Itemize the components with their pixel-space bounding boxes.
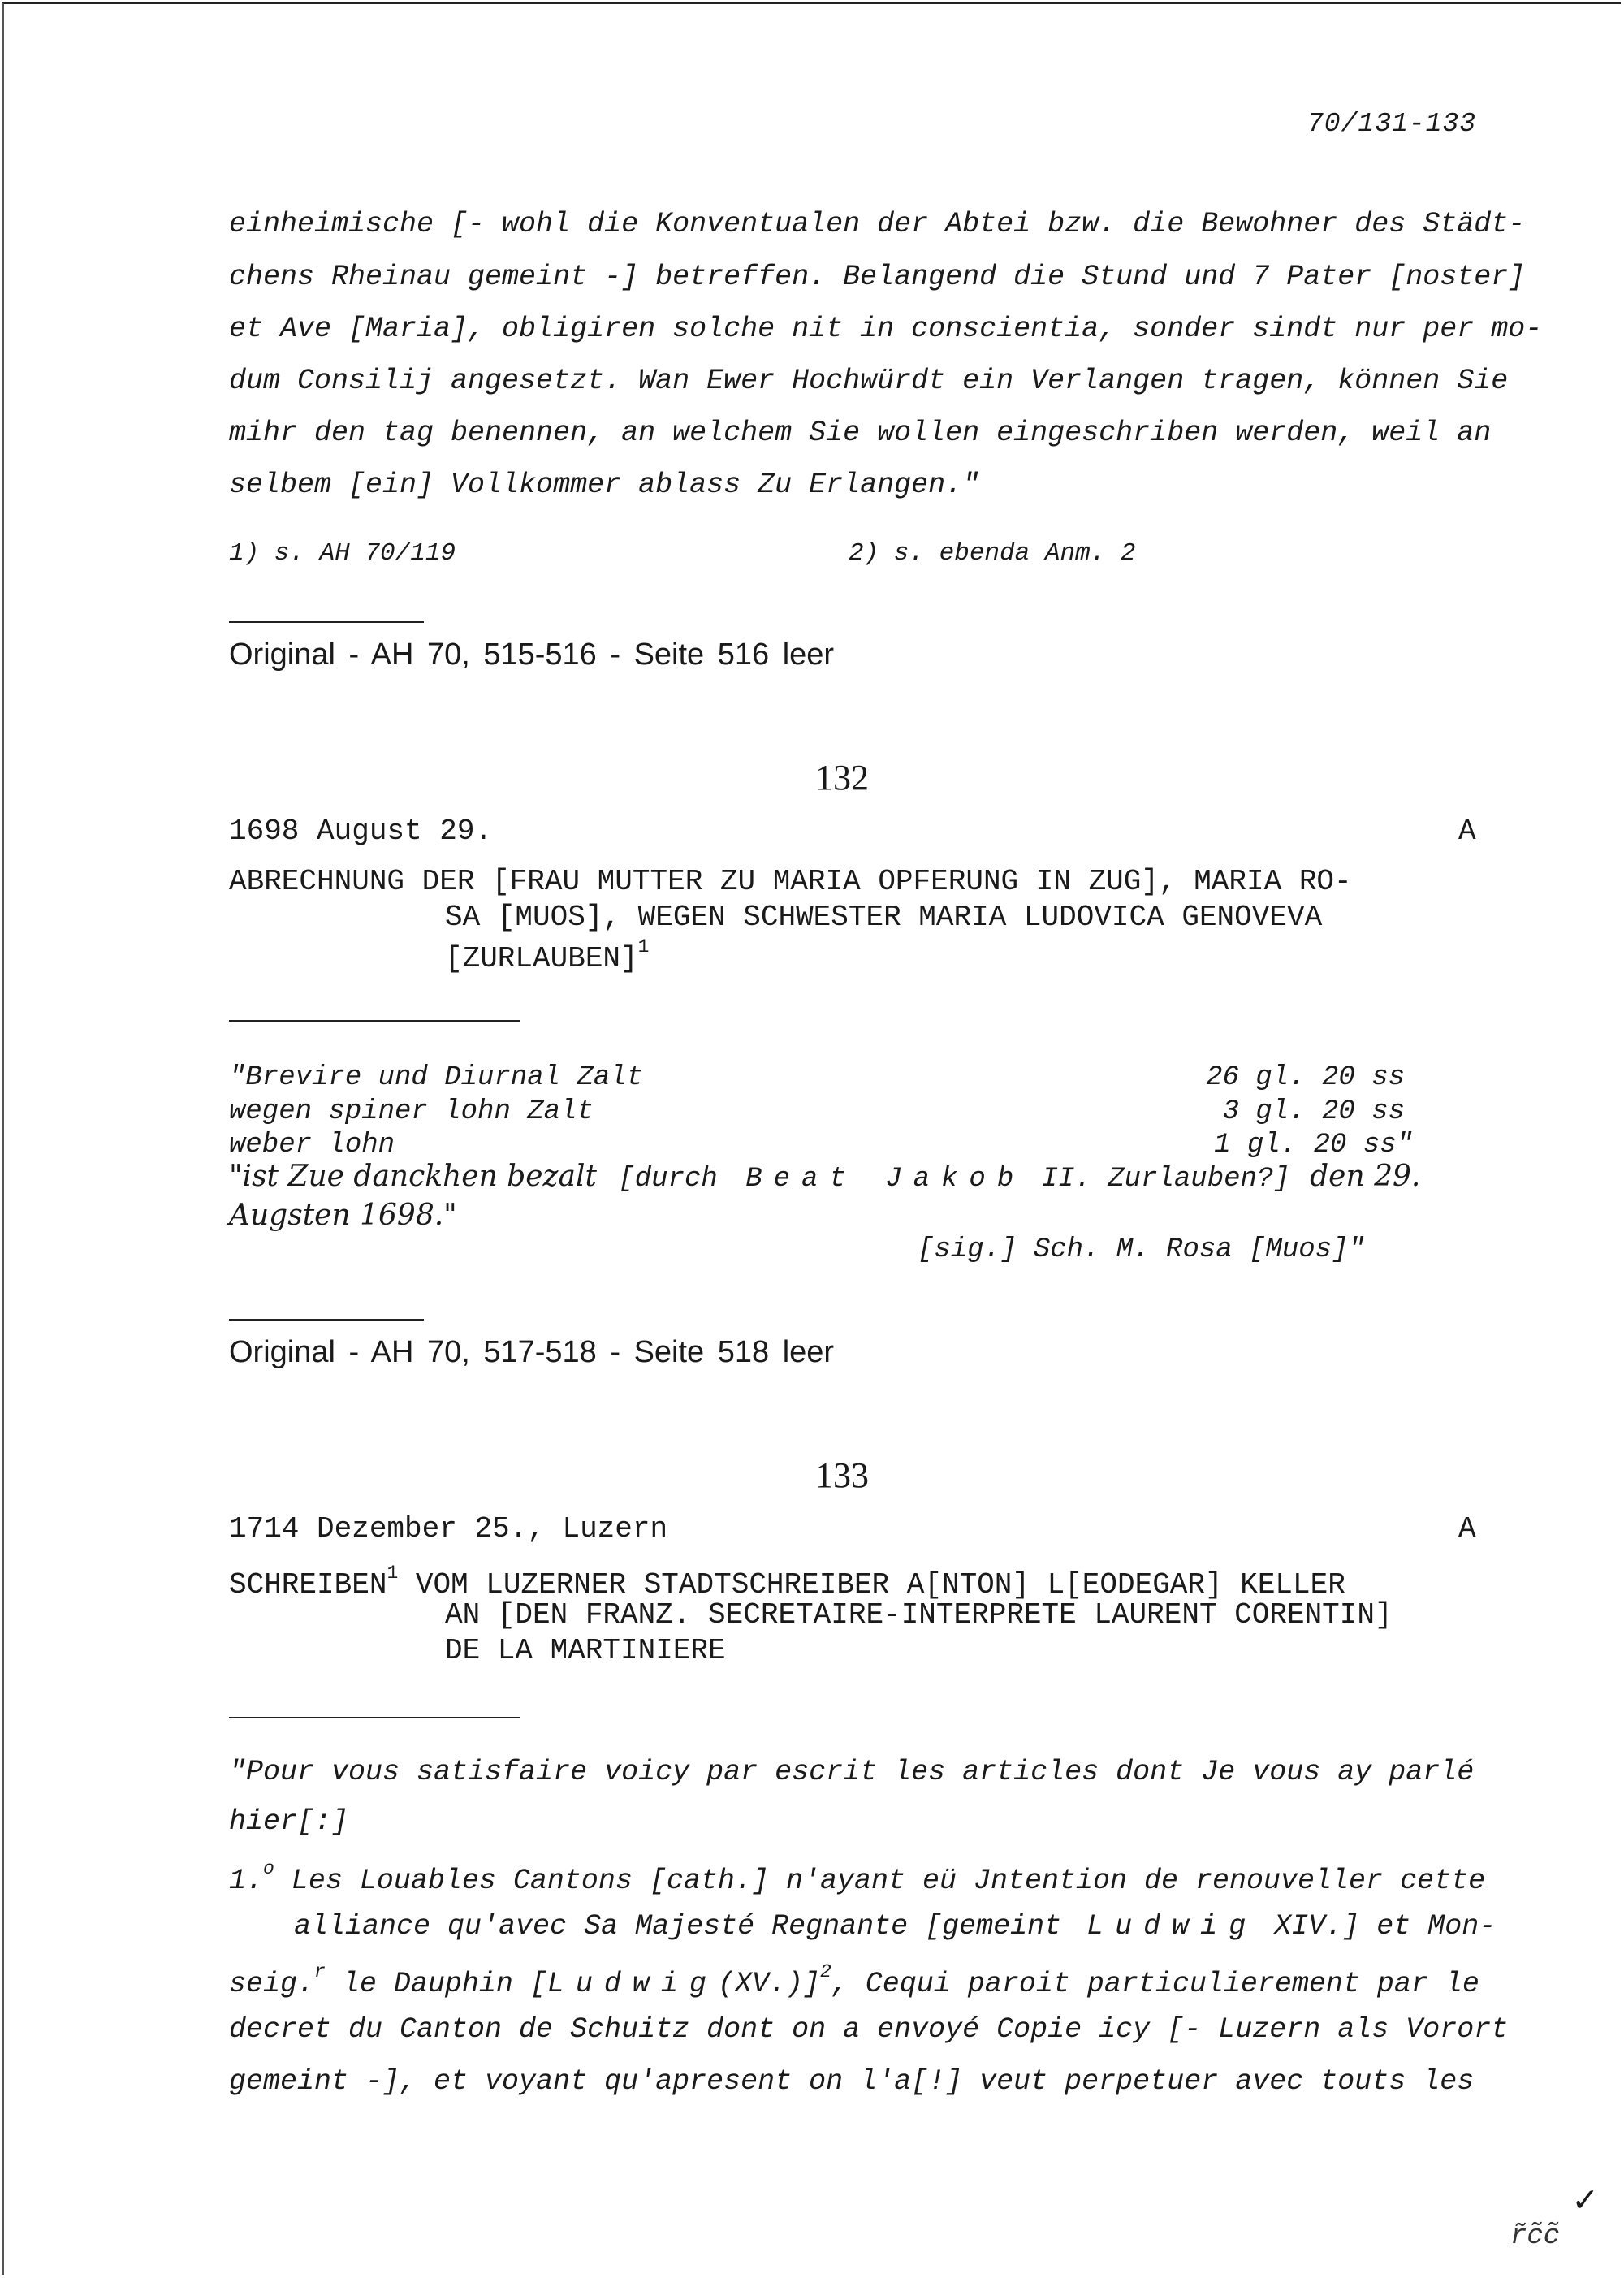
paragraph-line: einheimische [- wohl die Konventualen der Abtei bzw. die Bewohner des Städt- — [229, 208, 1526, 240]
footnote-marker: 2 — [819, 1961, 831, 1982]
footnote-marker: 1 — [637, 936, 650, 957]
separator-rule — [229, 1717, 520, 1718]
letter-line — [229, 1858, 1485, 1897]
heading-line — [445, 936, 649, 975]
spaced-name: Jakob — [885, 1164, 1026, 1195]
paragraph-line: selbem [ein] Vollkommer ablass Zu Erlangen." — [229, 469, 980, 501]
check-mark-icon: ✓ — [1574, 2181, 1596, 2223]
superscript-marker: r — [314, 1961, 326, 1982]
page-reference: 70/131-133 — [1307, 109, 1477, 139]
paragraph-line: et Ave [Maria], obligiren solche nit in conscientia, sonder sindt nur per mo- — [229, 313, 1543, 345]
heading-text: [ZURLAUBEN] — [445, 942, 638, 975]
item-text: , Cequi paroit particulierement par le — [831, 1968, 1479, 2000]
handwritten-scribble: r̃c̃c̃ — [1510, 2221, 1561, 2252]
document-date: 1714 Dezember 25., Luzern — [229, 1512, 668, 1545]
ordinal-marker: o — [263, 1858, 274, 1879]
paragraph-line: chens Rheinau gemeint -] betreffen. Belangend die Stund und 7 Pater [noster] — [229, 261, 1526, 293]
editorial-bracket: [durch — [618, 1164, 718, 1195]
heading-line — [229, 1563, 1345, 1602]
handwritten-date: Augsten 1698." — [229, 1199, 457, 1232]
account-item: wegen spiner lohn Zalt — [229, 1096, 594, 1127]
item-text: XIV.] et Mon- — [1274, 1910, 1497, 1943]
separator-rule — [229, 1319, 424, 1321]
paragraph-line: dum Consilij angesetzt. Wan Ewer Hochwürdt ein Verlangen tragen, können Sie — [229, 365, 1509, 397]
account-item: "Brevire und Diurnal Zalt — [229, 1062, 644, 1093]
footnote-1: 1) s. AH 70/119 — [229, 539, 456, 568]
spaced-name: Ludwig — [546, 1968, 718, 2000]
handwritten-text: "ist Zue danckhen bezalt — [229, 1160, 597, 1193]
document-number: 132 — [815, 758, 869, 798]
letter-line: gemeint -], et voyant qu'apresent on l'a[!] veut perpetuer avec touts les — [229, 2065, 1475, 2098]
separator-rule — [229, 1020, 520, 1022]
document-number: 133 — [815, 1455, 869, 1495]
item-number: 1. — [229, 1865, 264, 1897]
letter-line: "Pour vous satisfaire voicy par escrit les articles dont Je vous ay parlé — [229, 1756, 1475, 1788]
archive-marker: A — [1458, 1512, 1476, 1545]
paragraph-line: mihr den tag benennen, an welchem Sie wollen eingeschriben werden, weil an — [229, 417, 1492, 449]
letter-line — [294, 1910, 1496, 1943]
spaced-name: Ludwig — [1086, 1910, 1258, 1943]
item-text: seig. — [229, 1968, 315, 2000]
item-text: le Dauphin [ — [342, 1968, 547, 2000]
handwritten-text: den 29. — [1310, 1160, 1421, 1193]
heading-line: AN [DEN FRANZ. SECRETAIRE-INTERPRETE LAURENT CORENTIN] — [445, 1598, 1393, 1632]
account-item: weber lohn — [229, 1130, 395, 1161]
footnote-2: 2) s. ebenda Anm. 2 — [849, 539, 1136, 568]
document-date: 1698 August 29. — [229, 815, 493, 848]
archive-marker: A — [1458, 815, 1476, 848]
signature: [sig.] Sch. M. Rosa [Muos]" — [918, 1234, 1365, 1265]
account-amount: 1 gl. 20 ss" — [1214, 1130, 1413, 1161]
original-reference: Original - AH 70, 515-516 - Seite 516 leer — [229, 638, 835, 672]
heading-line: SA [MUOS], WEGEN SCHWESTER MARIA LUDOVICA GENOVEVA — [445, 901, 1323, 934]
letter-line — [229, 1961, 1479, 2000]
editorial-bracket: II. Zurlauben?] — [1041, 1164, 1290, 1195]
separator-rule — [229, 621, 424, 623]
letter-line: hier[:] — [229, 1805, 349, 1838]
heading-text: VOM LUZERNER STADTSCHREIBER A[NTON] L[EODEGAR] KELLER — [415, 1568, 1345, 1602]
account-amount: 26 gl. 20 ss — [1206, 1062, 1405, 1093]
item-text: Les Louables Cantons [cath.] n'ayant eü Jntention de renouveller cette — [291, 1865, 1486, 1897]
heading-line: ABRECHNUNG DER [FRAU MUTTER ZU MARIA OPFERUNG IN ZUG], MARIA RO- — [229, 865, 1352, 898]
receipt-line — [229, 1160, 1420, 1195]
letter-line: decret du Canton de Schuitz dont on a envoyé Copie icy [- Luzern als Vorort — [229, 2013, 1509, 2046]
account-amount: 3 gl. 20 ss — [1222, 1096, 1405, 1127]
spaced-name: Beat — [745, 1164, 857, 1195]
item-text: alliance qu'avec Sa Majesté Regnante [gemeint — [294, 1910, 1062, 1943]
heading-text: SCHREIBEN — [229, 1568, 387, 1602]
heading-line: DE LA MARTINIERE — [445, 1634, 726, 1667]
footnote-marker: 1 — [387, 1563, 399, 1584]
item-text: (XV.)] — [717, 1968, 820, 2000]
original-reference: Original - AH 70, 517-518 - Seite 518 leer — [229, 1335, 835, 1369]
